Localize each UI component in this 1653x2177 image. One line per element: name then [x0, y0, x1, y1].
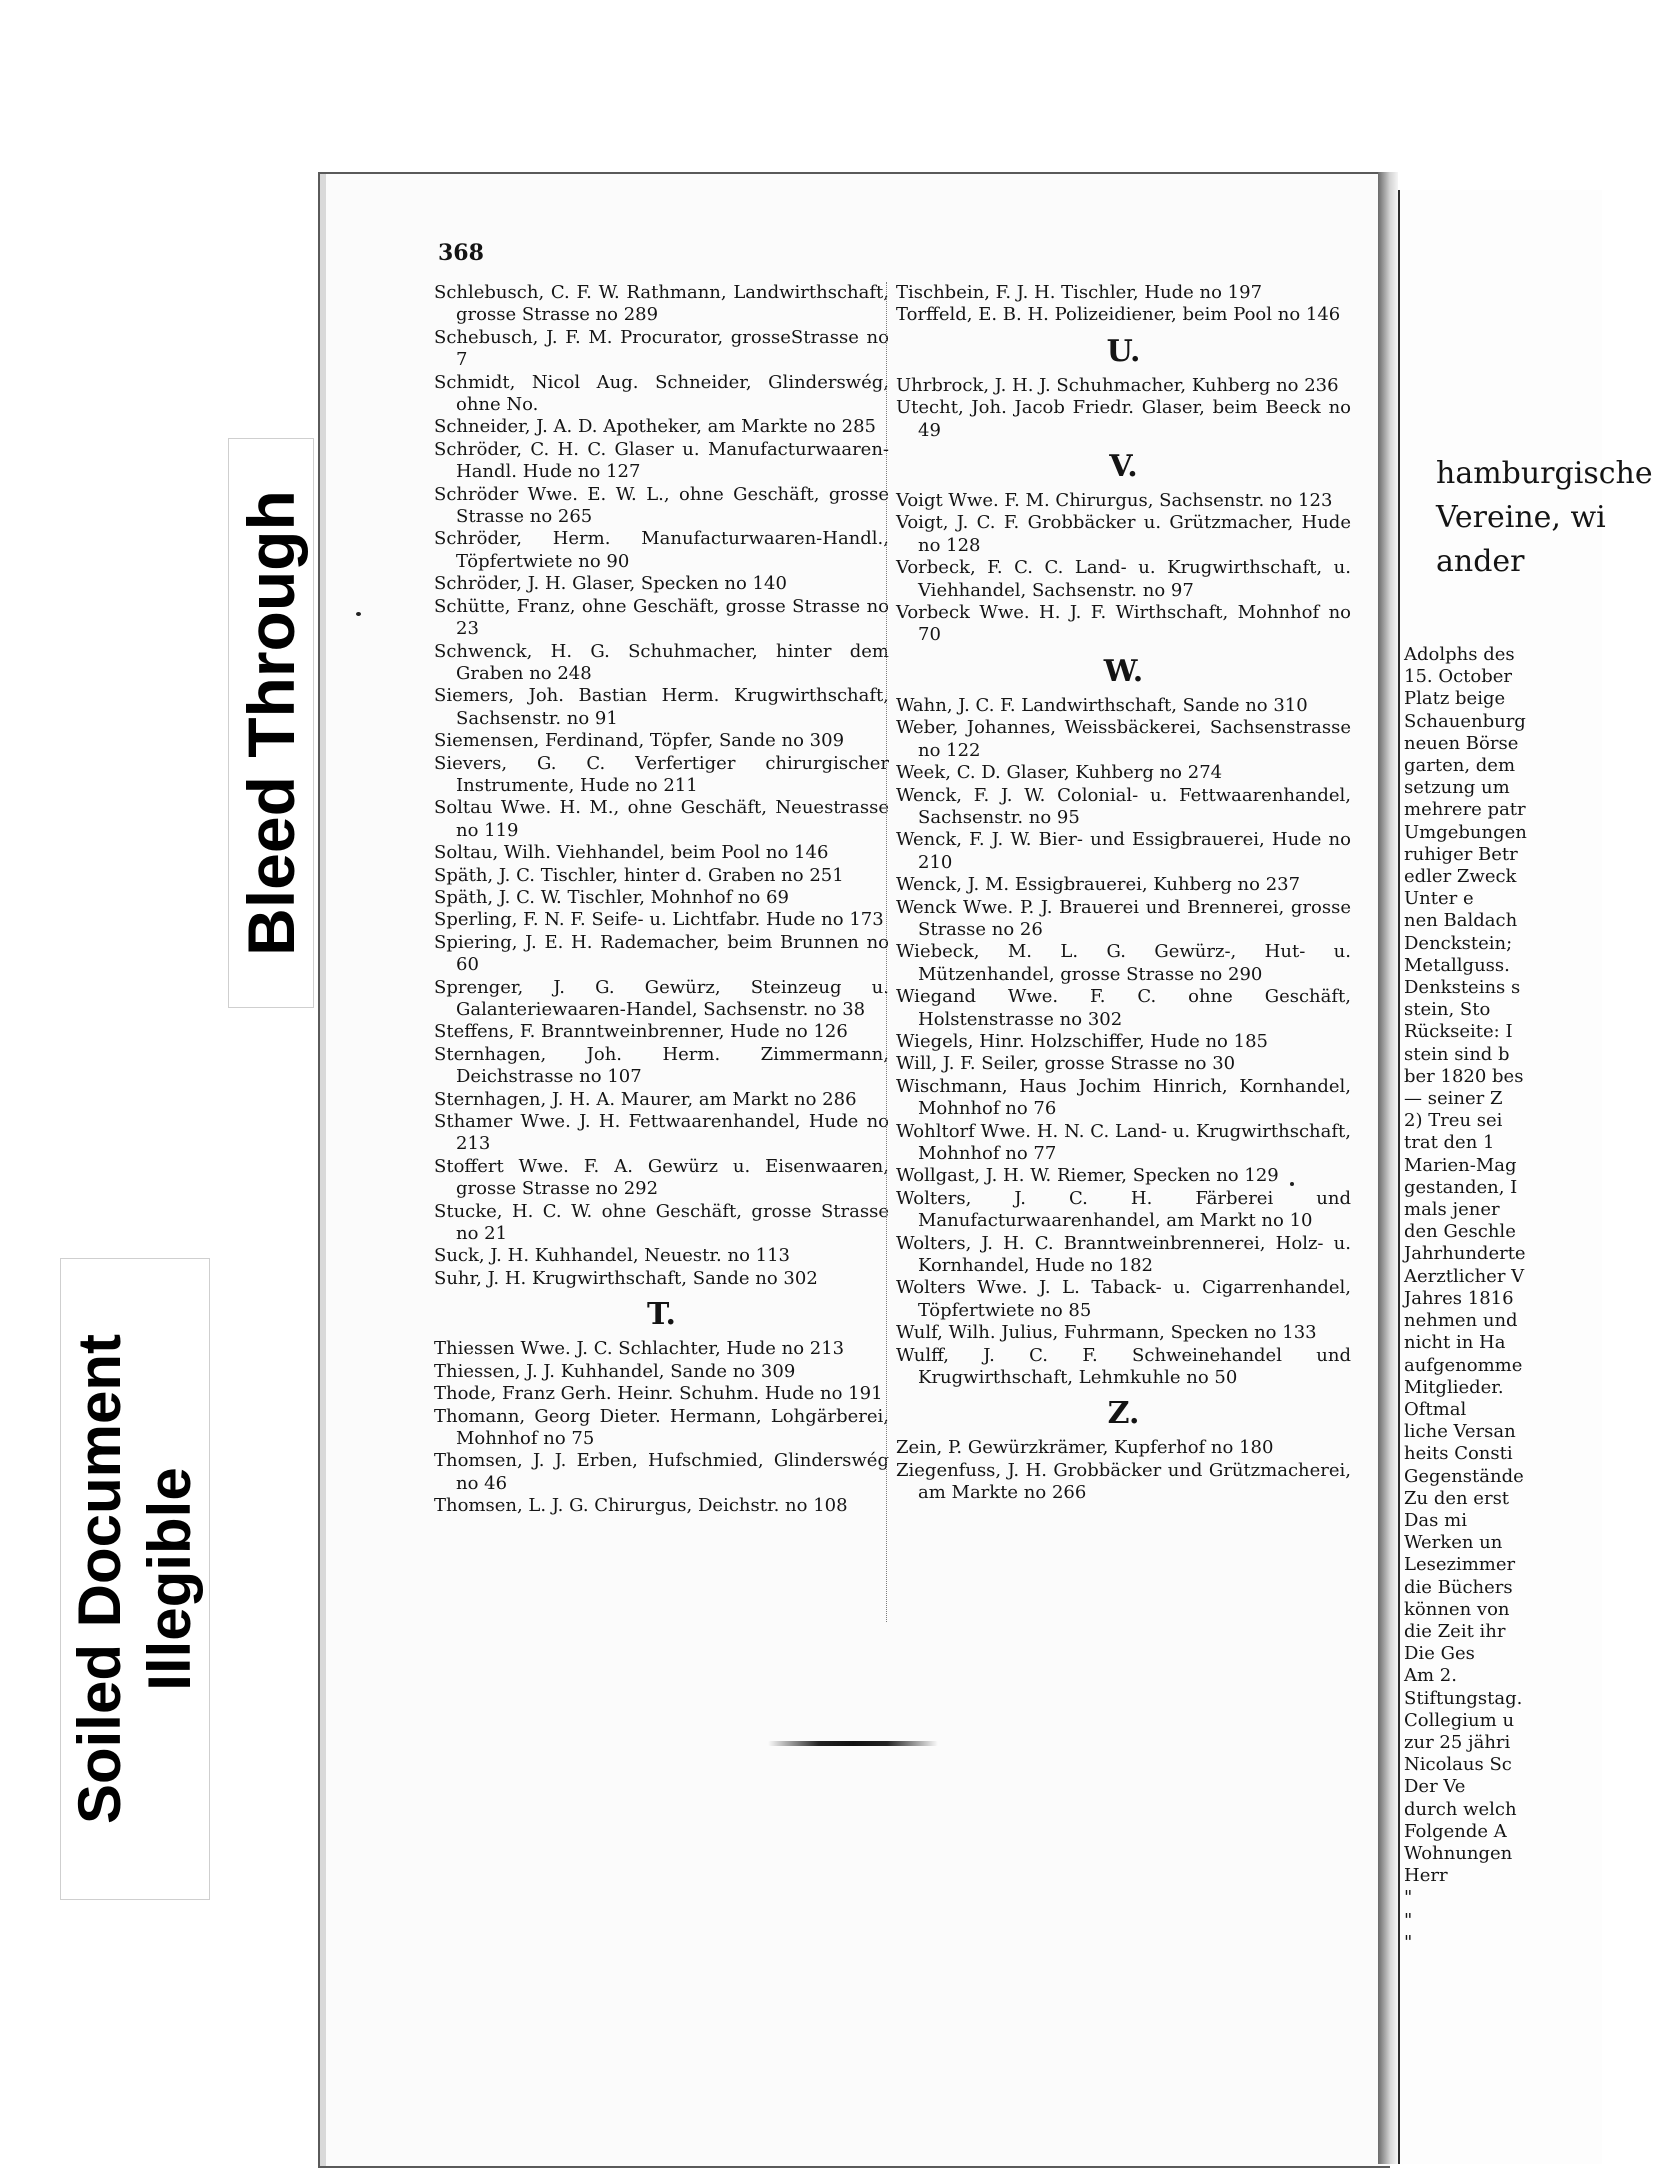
- facing-page-text-line: Lesezimmer: [1404, 1554, 1516, 1576]
- facing-page-text-line: neuen Börse: [1404, 732, 1519, 754]
- facing-page-text-line: Zu den erst: [1404, 1487, 1510, 1509]
- facing-page-text-line: Gegenstände: [1404, 1465, 1524, 1487]
- directory-entry: Thiessen, J. J. Kuhhandel, Sande no 309: [434, 1360, 796, 1382]
- facing-page-text-line: mehrere patr: [1404, 799, 1526, 821]
- facing-page-body: [1404, 644, 1604, 1954]
- facing-page-text-line: Collegium u: [1404, 1709, 1515, 1731]
- facing-page-header-line: Vereine, wi: [1436, 500, 1606, 535]
- directory-entry: Wahn, J. C. F. Landwirthschaft, Sande no 310: [896, 694, 1308, 716]
- directory-column-right: [896, 282, 1351, 1505]
- page-number: 368: [438, 240, 484, 266]
- directory-entry: Wenck, F. J. W. Bier- und Essigbrauerei, Hude no 210: [896, 829, 1351, 873]
- facing-page-text-line: Jahrhunderte: [1404, 1243, 1526, 1265]
- book-gutter: [1378, 172, 1398, 2164]
- directory-entry: Wulf, Wilh. Julius, Fuhrmann, Specken no 133: [896, 1322, 1317, 1344]
- directory-entry: Ziegenfuss, J. H. Grobbäcker und Grützmacherei, am Markte no 266: [896, 1459, 1351, 1504]
- facing-page-text-line: Rückseite: I: [1404, 1021, 1513, 1043]
- facing-page-text-line: aufgenomme: [1404, 1354, 1523, 1376]
- directory-entry: Wollgast, J. H. W. Riemer, Specken no 129: [896, 1165, 1279, 1187]
- facing-page-text-line: nen Baldach: [1404, 910, 1518, 932]
- directory-entry: Schneider, J. A. D. Apotheker, am Markte no 285: [434, 416, 876, 438]
- facing-page-text-line: Denksteins s: [1404, 977, 1521, 999]
- facing-page-text-line: — seiner Z: [1404, 1088, 1503, 1110]
- facing-page-text-line: Denckstein;: [1404, 932, 1513, 954]
- directory-entry: Schröder, Herm. Manufacturwaaren-Handl., Töpfertwiete no 90: [434, 528, 889, 572]
- facing-page-text-line: Oftmal: [1404, 1398, 1467, 1420]
- directory-entry: Schlebusch, C. F. W. Rathmann, Landwirthschaft, grosse Strasse no 289: [434, 282, 889, 326]
- directory-entry: Sternhagen, J. H. A. Maurer, am Markt no 286: [434, 1088, 857, 1110]
- directory-entry: Wischmann, Haus Jochim Hinrich, Kornhandel, Mohnhof no 76: [896, 1075, 1351, 1120]
- dust-speck: [1290, 1182, 1294, 1186]
- facing-page-text-line: Unter e: [1404, 888, 1474, 910]
- directory-entry: Sprenger, J. G. Gewürz, Steinzeug u. Galanteriewaaren-Handel, Sachsenstr. no 38: [434, 976, 889, 1020]
- column-separator: [886, 282, 887, 1622]
- facing-page-text-line: Mitglieder.: [1404, 1376, 1504, 1398]
- facing-page-text-line: heits Consti: [1404, 1443, 1513, 1465]
- facing-page-text-line: Nicolaus Sc: [1404, 1754, 1512, 1776]
- facing-page-text-line: Der Ve: [1404, 1776, 1466, 1798]
- bleed-through-stamp: [228, 438, 314, 1008]
- directory-entry: Utecht, Joh. Jacob Friedr. Glaser, beim Beeck no 49: [896, 397, 1351, 441]
- facing-page-text-line: Jahres 1816: [1404, 1287, 1514, 1309]
- facing-page-header-line: ander: [1436, 544, 1525, 579]
- directory-entry: Tischbein, F. J. H. Tischler, Hude no 197: [896, 282, 1263, 303]
- directory-entry: Schröder Wwe. E. W. L., ohne Geschäft, grosse Strasse no 265: [434, 483, 889, 528]
- facing-page-text-line: Die Ges: [1404, 1643, 1475, 1665]
- facing-page-text-line: Stiftungstag.: [1404, 1687, 1523, 1709]
- facing-page-text-line: zur 25 jähri: [1404, 1731, 1511, 1753]
- directory-entry: Wiegels, Hinr. Holzschiffer, Hude no 185: [896, 1030, 1268, 1052]
- facing-page-text-line: ruhiger Betr: [1404, 843, 1518, 865]
- section-letter: T.: [647, 1297, 676, 1333]
- facing-page-text-line: stein, Sto: [1404, 999, 1491, 1021]
- directory-entry: Zein, P. Gewürzkrämer, Kupferhof no 180: [896, 1437, 1274, 1459]
- directory-entry: Torffeld, E. B. H. Polizeidiener, beim Pool no 146: [896, 304, 1341, 326]
- facing-page-text-line: die Zeit ihr: [1404, 1620, 1506, 1642]
- soiled-document-stamp: [60, 1258, 210, 1900]
- directory-entry: Thomsen, L. J. G. Chirurgus, Deichstr. no 108: [434, 1495, 848, 1517]
- facing-page-text-line: Marien-Mag: [1404, 1154, 1517, 1176]
- directory-entry: Wiegand Wwe. F. C. ohne Geschäft, Holstenstrasse no 302: [896, 986, 1351, 1030]
- directory-entry: Suhr, J. H. Krugwirthschaft, Sande no 302: [434, 1267, 818, 1289]
- section-letter: Z.: [1107, 1396, 1140, 1432]
- directory-entry: Soltau Wwe. H. M., ohne Geschäft, Neuestrasse no 119: [434, 797, 889, 841]
- facing-page-text-line: nehmen und: [1404, 1310, 1518, 1332]
- directory-entry: Stucke, H. C. W. ohne Geschäft, grosse Strasse no 21: [434, 1200, 889, 1245]
- directory-entry: Schebusch, J. F. M. Procurator, grosseStrasse no 7: [434, 326, 889, 371]
- directory-entry: Schütte, Franz, ohne Geschäft, grosse Strasse no 23: [434, 595, 889, 640]
- directory-entry: Vorbeck, F. C. C. Land- u. Krugwirthschaft, u. Viehhandel, Sachsenstr. no 97: [896, 557, 1351, 601]
- end-ornament-rule: [768, 1741, 938, 1746]
- facing-page-text-line: ": [1404, 1887, 1413, 1909]
- facing-page-text-line: können von: [1404, 1598, 1510, 1620]
- facing-page-text-line: Schauenburg: [1404, 710, 1526, 732]
- directory-entry: Sperling, F. N. F. Seife- u. Lichtfabr. Hude no 173: [434, 909, 884, 931]
- soiled-document-line1: Soiled Document: [66, 1333, 133, 1825]
- facing-page-text-line: Aerztlicher V: [1404, 1265, 1525, 1287]
- directory-entry: Siemers, Joh. Bastian Herm. Krugwirthschaft, Sachsenstr. no 91: [434, 685, 889, 729]
- directory-entry: Weber, Johannes, Weissbäckerei, Sachsenstrasse no 122: [896, 717, 1351, 761]
- facing-page-text-line: 15. October: [1404, 666, 1513, 688]
- facing-page-text-line: gestanden, I: [1404, 1176, 1518, 1198]
- soiled-document-line2: Illegible: [136, 1467, 203, 1691]
- directory-entry: Week, C. D. Glaser, Kuhberg no 274: [896, 762, 1223, 784]
- soiled-document-label: [65, 1334, 205, 1824]
- facing-page-text-line: stein sind b: [1404, 1043, 1510, 1065]
- directory-entry: Späth, J. C. W. Tischler, Mohnhof no 69: [434, 886, 789, 908]
- directory-entry: Wenck, J. M. Essigbrauerei, Kuhberg no 237: [896, 874, 1301, 896]
- facing-page-text-line: Platz beige: [1404, 688, 1506, 710]
- directory-entry: Thiessen Wwe. J. C. Schlachter, Hude no 213: [434, 1338, 845, 1360]
- directory-entry: Wolters, J. C. H. Färberei und Manufacturwaarenhandel, am Markt no 10: [896, 1187, 1351, 1232]
- directory-entry: Suck, J. H. Kuhhandel, Neuestr. no 113: [434, 1245, 790, 1267]
- facing-page-text-line: garten, dem: [1404, 755, 1516, 777]
- section-letter: W.: [1103, 653, 1144, 689]
- facing-page-text-line: trat den 1: [1404, 1132, 1495, 1154]
- facing-page-text-line: mals jener: [1404, 1199, 1500, 1221]
- directory-entry: Sthamer Wwe. J. H. Fettwaarenhandel, Hude no 213: [434, 1111, 889, 1155]
- directory-entry: Späth, J. C. Tischler, hinter d. Graben no 251: [434, 864, 844, 886]
- facing-page-text-line: ber 1820 bes: [1404, 1065, 1524, 1087]
- facing-page-text-line: durch welch: [1404, 1798, 1517, 1820]
- facing-page-text-line: 2) Treu sei: [1404, 1110, 1503, 1132]
- directory-entry: Thode, Franz Gerh. Heinr. Schuhm. Hude no 191: [434, 1383, 883, 1405]
- directory-entry: Thomann, Georg Dieter. Hermann, Lohgärberei, Mohnhof no 75: [434, 1405, 889, 1449]
- directory-entry: Voigt, J. C. F. Grobbäcker u. Grützmacher, Hude no 128: [896, 512, 1351, 556]
- facing-page-text-line: Das mi: [1404, 1509, 1467, 1531]
- directory-entry: Stoffert Wwe. F. A. Gewürz u. Eisenwaaren, grosse Strasse no 292: [434, 1155, 889, 1200]
- facing-page-text-line: nicht in Ha: [1404, 1332, 1506, 1354]
- directory-entry: Wenck, F. J. W. Colonial- u. Fettwaarenhandel, Sachsenstr. no 95: [896, 784, 1351, 828]
- bleed-through-label: Bleed Through: [234, 490, 308, 956]
- directory-entry: Schröder, C. H. C. Glaser u. Manufacturwaaren-Handl. Hude no 127: [434, 438, 889, 483]
- directory-entry: Schmidt, Nicol Aug. Schneider, Glinderswég, ohne No.: [434, 371, 889, 416]
- facing-page-text-line: ": [1404, 1931, 1413, 1953]
- facing-page: [1398, 190, 1653, 2164]
- directory-entry: Steffens, F. Branntweinbrenner, Hude no 126: [434, 1021, 848, 1043]
- facing-page-text-line: Adolphs des: [1404, 644, 1515, 665]
- directory-entry: Schröder, J. H. Glaser, Specken no 140: [434, 573, 787, 595]
- facing-page-text-line: Folgende A: [1404, 1820, 1507, 1842]
- directory-entry: Wiebeck, M. L. G. Gewürz-, Hut- u. Mützenhandel, grosse Strasse no 290: [896, 941, 1351, 985]
- directory-entry: Voigt Wwe. F. M. Chirurgus, Sachsenstr. no 123: [896, 490, 1333, 512]
- facing-page-text-line: Herr: [1404, 1865, 1448, 1887]
- directory-entry: Uhrbrock, J. H. J. Schuhmacher, Kuhberg no 236: [896, 374, 1339, 396]
- directory-entry: Wolters Wwe. J. L. Taback- u. Cigarrenhandel, Töpfertwiete no 85: [896, 1277, 1351, 1321]
- section-letter: V.: [1109, 449, 1138, 485]
- facing-page-text-line: Wohnungen: [1404, 1842, 1513, 1864]
- directory-column-left: [434, 282, 889, 1518]
- directory-entry: Wohltorf Wwe. H. N. C. Land- u. Krugwirthschaft, Mohnhof no 77: [896, 1120, 1351, 1164]
- facing-page-text-line: liche Versan: [1404, 1421, 1516, 1443]
- facing-page-text-line: setzung um: [1404, 777, 1510, 799]
- directory-entry: Schwenck, H. G. Schuhmacher, hinter dem Graben no 248: [434, 640, 889, 684]
- facing-page-text-line: edler Zweck: [1404, 866, 1517, 888]
- directory-entry: Vorbeck Wwe. H. J. F. Wirthschaft, Mohnhof no 70: [896, 602, 1351, 646]
- facing-page-text-line: die Büchers: [1404, 1576, 1513, 1598]
- facing-page-header-line: hamburgische: [1436, 456, 1653, 491]
- facing-page-header: [1436, 452, 1653, 584]
- facing-page-text-line: den Geschle: [1404, 1221, 1516, 1243]
- facing-page-text-line: Am 2.: [1404, 1665, 1457, 1687]
- facing-page-text-line: Umgebungen: [1404, 821, 1527, 843]
- dust-speck: [356, 612, 361, 616]
- directory-entry: Siemensen, Ferdinand, Töpfer, Sande no 309: [434, 730, 845, 752]
- facing-page-text-line: Werken un: [1404, 1532, 1503, 1554]
- directory-entry: Wenck Wwe. P. J. Brauerei und Brennerei, grosse Strasse no 26: [896, 896, 1351, 940]
- directory-entry: Will, J. F. Seiler, grosse Strasse no 30: [896, 1053, 1236, 1075]
- directory-entry: Sternhagen, Joh. Herm. Zimmermann, Deichstrasse no 107: [434, 1043, 889, 1088]
- directory-entry: Thomsen, J. J. Erben, Hufschmied, Glinderswég no 46: [434, 1450, 889, 1494]
- facing-page-text-line: ": [1404, 1909, 1413, 1931]
- directory-entry: Spiering, J. E. H. Rademacher, beim Brunnen no 60: [434, 931, 889, 976]
- section-letter: U.: [1106, 333, 1141, 369]
- directory-entry: Sievers, G. C. Verfertiger chirurgischer Instrumente, Hude no 211: [434, 752, 889, 796]
- directory-entry: Wulff, J. C. F. Schweinehandel und Krugwirthschaft, Lehmkuhle no 50: [896, 1344, 1351, 1389]
- directory-entry: Soltau, Wilh. Viehhandel, beim Pool no 146: [434, 842, 829, 864]
- directory-entry: Wolters, J. H. C. Branntweinbrennerei, Holz- u. Kornhandel, Hude no 182: [896, 1232, 1351, 1277]
- facing-page-text-line: Metallguss.: [1404, 954, 1510, 976]
